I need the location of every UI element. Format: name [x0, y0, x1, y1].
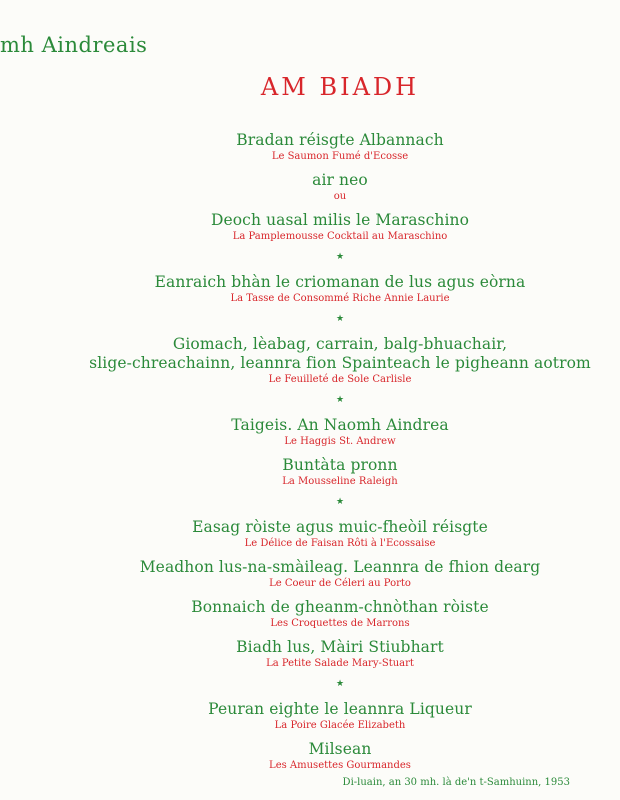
dish-french: Les Croquettes de Marrons: [270, 618, 410, 629]
dish-gaelic: slige-chreachainn, leannra fion Spainteach le pigheann aotrom: [89, 354, 591, 372]
menu-course: [0, 416, 620, 448]
dish-french: ou: [333, 191, 347, 202]
dish-gaelic: Giomach, lèabag, carrain, balg-bhuachair,: [172, 335, 508, 353]
dish-french: Les Amusettes Gourmandes: [269, 760, 411, 771]
menu-course: [0, 638, 620, 670]
dish-gaelic: Buntàta pronn: [282, 456, 398, 474]
menu-course: [0, 456, 620, 488]
dish-gaelic: Meadhon lus-na-smàileag. Leannra de fhion dearg: [139, 558, 541, 576]
footer-date: Di-luain, an 30 mh. là de'n t-Samhuinn, 1953: [342, 777, 570, 788]
menu-course: [0, 131, 620, 163]
dish-french: Le Feuilleté de Sole Carlisle: [268, 374, 412, 385]
star-divider: ★: [335, 252, 345, 262]
dish-gaelic: air neo: [312, 171, 368, 189]
dish-french: Le Coeur de Céleri au Porto: [269, 578, 411, 589]
dish-french: Le Haggis St. Andrew: [284, 436, 396, 447]
star-divider: ★: [335, 395, 345, 405]
menu-course: [0, 558, 620, 590]
menu-course: [0, 273, 620, 305]
dish-french: La Tasse de Consommé Riche Annie Laurie: [230, 293, 450, 304]
dish-french: La Pamplemousse Cocktail au Maraschino: [232, 231, 448, 242]
dish-french: Le Délice de Faisan Rôti à l'Ecossaise: [244, 538, 436, 549]
dish-gaelic: Peuran eighte le leannra Liqueur: [208, 700, 472, 718]
corner-title: mh Aindreais: [0, 33, 148, 57]
star-divider: ★: [335, 497, 345, 507]
dish-gaelic: Easag ròiste agus muic-fheòil réisgte: [192, 518, 488, 536]
menu-course: [0, 518, 620, 550]
menu-course: [0, 700, 620, 732]
menu-heading: AM BIADH: [260, 73, 420, 101]
menu-list: [0, 131, 620, 772]
dish-gaelic: Bonnaich de gheanm-chnòthan ròiste: [191, 598, 489, 616]
menu-course: [0, 740, 620, 772]
menu-course: [0, 335, 620, 386]
dish-gaelic: Bradan réisgte Albannach: [236, 131, 444, 149]
dish-gaelic: Biadh lus, Màiri Stiubhart: [236, 638, 444, 656]
dish-french: La Petite Salade Mary-Stuart: [266, 658, 414, 669]
dish-french: La Poire Glacée Elizabeth: [274, 720, 406, 731]
dish-french: Le Saumon Fumé d'Ecosse: [271, 151, 409, 162]
menu-course: [0, 598, 620, 630]
star-divider: ★: [335, 314, 345, 324]
menu-course: [0, 171, 620, 203]
dish-gaelic: Milsean: [308, 740, 372, 758]
dish-gaelic: Taigeis. An Naomh Aindrea: [231, 416, 449, 434]
menu-course: [0, 211, 620, 243]
dish-french: La Mousseline Raleigh: [282, 476, 398, 487]
dish-gaelic: Eanraich bhàn le criomanan de lus agus eòrna: [154, 273, 526, 291]
dish-gaelic: Deoch uasal milis le Maraschino: [210, 211, 470, 229]
star-divider: ★: [335, 679, 345, 689]
